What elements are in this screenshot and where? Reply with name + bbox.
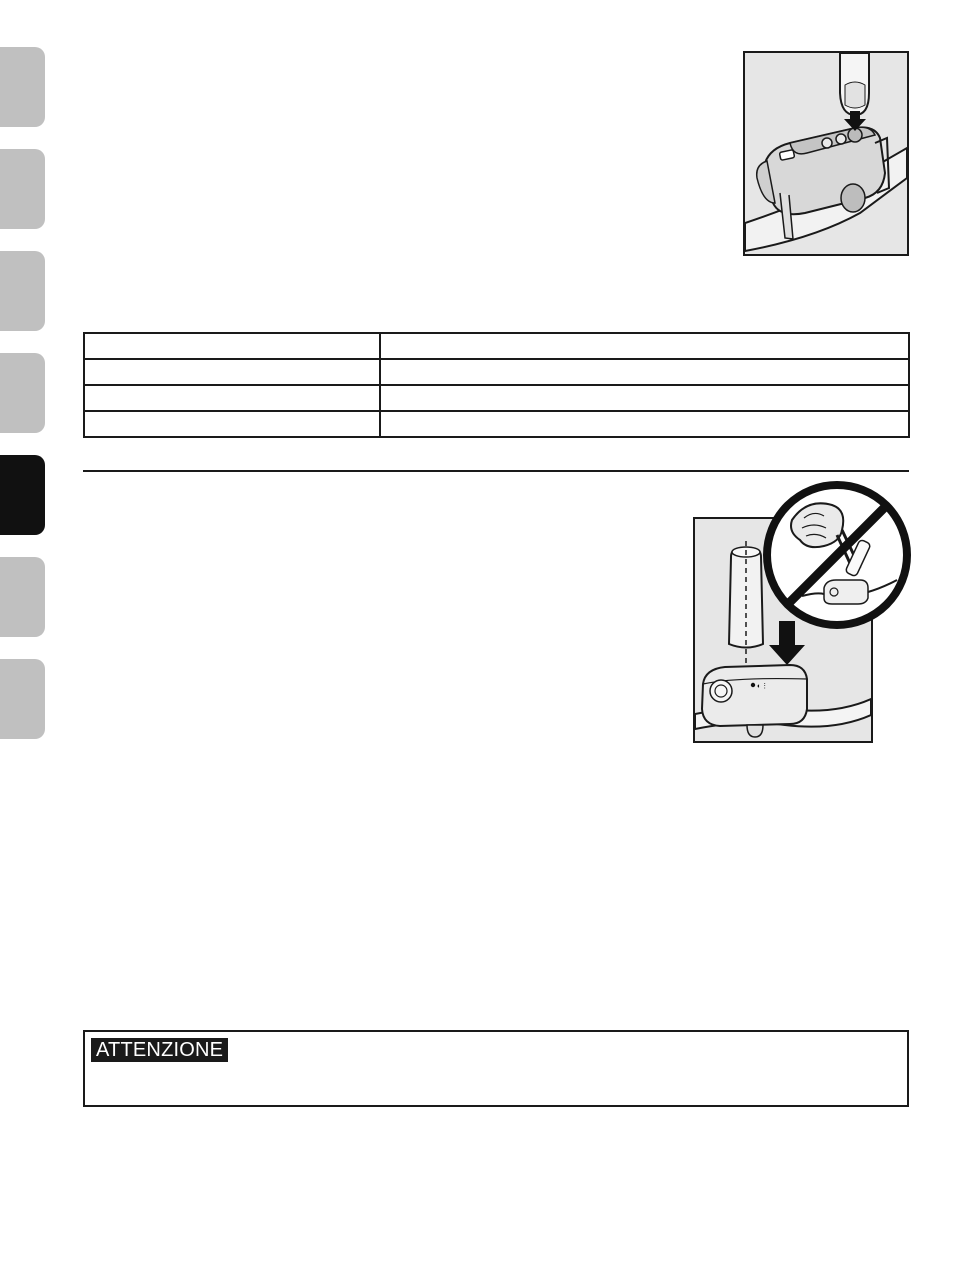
- table-cell: [380, 359, 909, 385]
- table-row: [84, 385, 909, 411]
- language-tab-1: [0, 47, 45, 127]
- warning-label: ATTENZIONE: [91, 1038, 228, 1062]
- finger-pressing-button-illustration: [745, 53, 907, 254]
- table-row: [84, 333, 909, 359]
- language-tab-6: [0, 557, 45, 637]
- language-tab-7: [0, 659, 45, 739]
- table-cell: [380, 385, 909, 411]
- table-cell: [380, 411, 909, 437]
- table-row: [84, 411, 909, 437]
- specification-table: [83, 332, 910, 438]
- language-tab-3: [0, 251, 45, 331]
- table-cell: [84, 385, 380, 411]
- table-cell: [84, 333, 380, 359]
- language-tab-5-active: [0, 455, 45, 535]
- section-divider: [83, 470, 909, 472]
- language-tab-4: [0, 353, 45, 433]
- language-tabs: [0, 0, 50, 760]
- warning-box: [83, 1030, 909, 1107]
- table-cell: [380, 333, 909, 359]
- language-tab-2: [0, 149, 45, 229]
- table-cell: [84, 359, 380, 385]
- table-row: [84, 359, 909, 385]
- collar-button-figure: [743, 51, 909, 256]
- table-cell: [84, 411, 380, 437]
- svg-text:◐⋮: ◐⋮: [757, 683, 769, 690]
- prohibited-pliers-sign-icon: [762, 480, 912, 630]
